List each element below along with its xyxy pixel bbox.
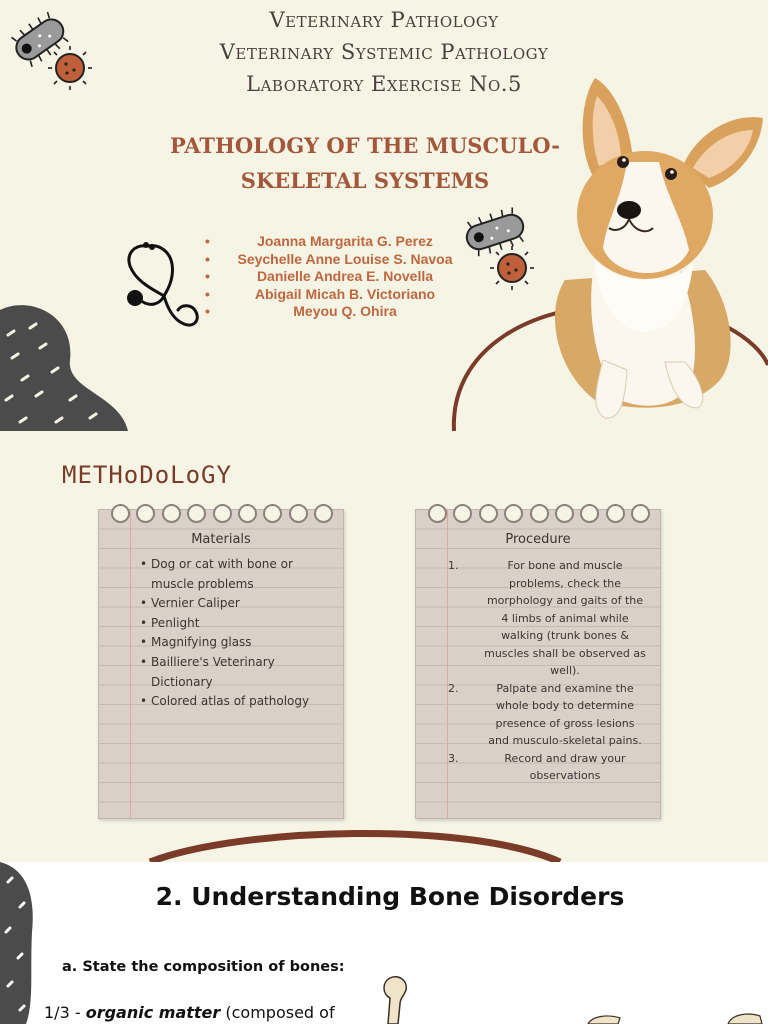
materials-item: • Magnifying glass [139,633,331,653]
binder-holes [428,504,650,526]
cover-slide [0,0,768,431]
question-text: a. State the composition of bones: [62,959,345,975]
answer-prefix: 1/3 - [44,1003,86,1022]
materials-item: • Colored atlas of pathology [139,692,331,712]
course-title-line: Veterinary Systemic Pathology [219,40,549,64]
step-number: 1. [448,559,459,572]
materials-item: • Dog or cat with bone or muscle problems [139,555,331,594]
procedure-note [415,509,661,819]
dotted-blob-decoration [0,300,140,431]
bone-illustration [368,968,768,1024]
author-item: • Joanna Margarita G. Perez [205,233,475,251]
author-item: • Danielle Andrea E. Novella [205,268,475,286]
answer-text [44,1003,335,1022]
topic-line: SKELETAL SYSTEMS [240,168,490,193]
materials-item: • Vernier Caliper [139,594,331,614]
step-number: 2. [448,681,459,695]
procedure-steps [448,557,646,785]
materials-note [98,509,344,819]
methodology-slide [0,431,768,862]
step-number: 3. [448,751,459,765]
stethoscope-icon [120,238,204,334]
author-list [205,233,475,321]
exercise-topic [150,128,580,198]
binder-holes [111,504,333,526]
procedure-body [448,557,646,785]
section-title: 2. Understanding Bone Disorders [155,882,625,911]
materials-heading: Materials [191,532,251,547]
materials-item: • Penlight [139,614,331,634]
bone-disorders-slide [0,862,768,1024]
procedure-step [448,557,646,680]
step-text: Palpate and examine the whole body to determine presence of gross lesions and musculo-skeletal pains. [488,681,642,747]
author-item: • Meyou Q. Ohira [205,303,475,321]
answer-term: organic matter [85,1003,221,1022]
course-title-block [0,4,768,100]
methodology-title: METHoDoLoGY [62,461,232,489]
procedure-heading: Procedure [505,532,571,547]
corgi-dog-image [525,70,768,420]
step-text: Record and draw your observations [504,751,626,782]
course-title-line: Laboratory Exercise No.5 [246,72,522,96]
procedure-step [448,750,646,785]
materials-body [139,555,331,712]
procedure-step [448,680,646,750]
step-text: For bone and muscle problems, check the morphology and gaits of the 4 limbs of animal while walking (trunk bones & muscles shall be observed as well). [484,559,646,677]
author-item: • Abigail Micah B. Victoriano [205,286,475,304]
answer-suffix: (composed of [220,1003,335,1022]
arc-line-decoration [140,827,570,862]
materials-item: • Bailliere's Veterinary Dictionary [139,653,331,692]
materials-list [139,555,331,712]
course-title-line: Veterinary Pathology [269,8,499,32]
topic-line: PATHOLOGY OF THE MUSCULO- [169,133,561,158]
author-item: • Seychelle Anne Louise S. Navoa [205,251,475,269]
